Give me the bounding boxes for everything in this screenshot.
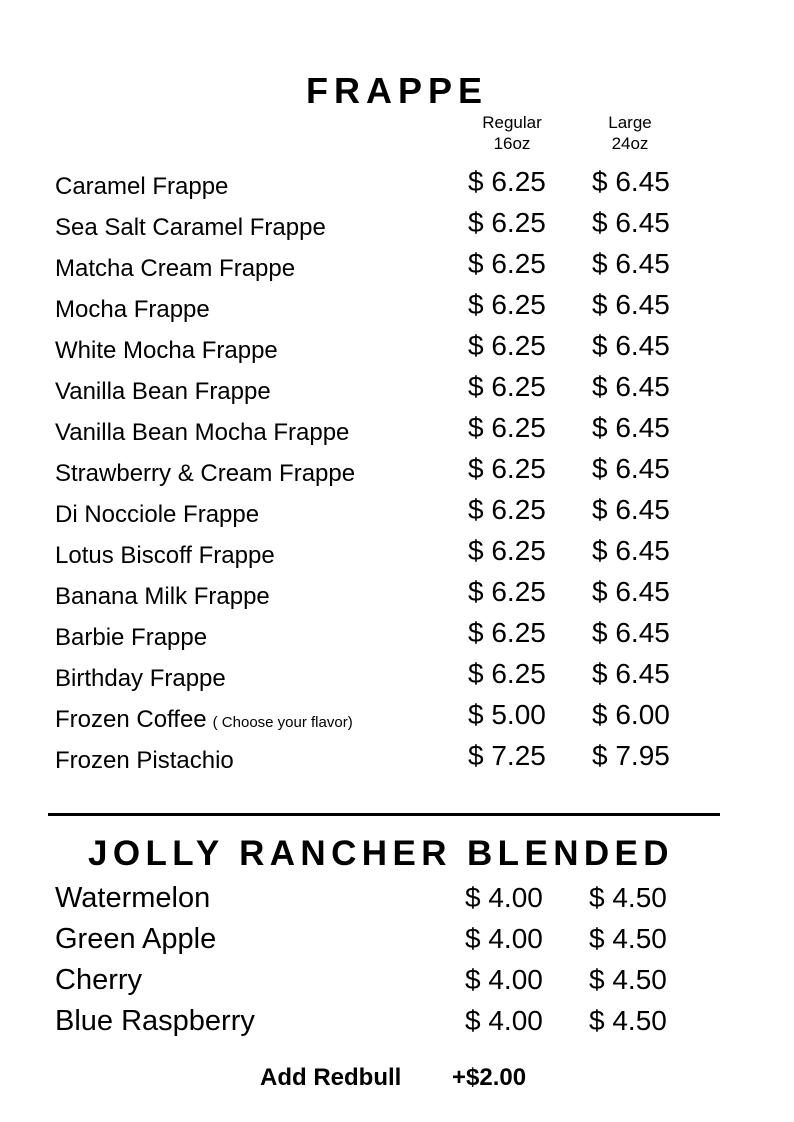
menu-item-name-text: Mocha Frappe xyxy=(55,296,210,323)
regular-size-header xyxy=(470,112,554,154)
large-price: $ 4.50 xyxy=(589,923,667,954)
menu-item-row xyxy=(0,882,794,923)
large-price: $ 6.45 xyxy=(592,453,670,484)
regular-size-oz: 16oz xyxy=(493,134,531,153)
large-price: $ 6.45 xyxy=(592,412,670,443)
large-price: $ 6.45 xyxy=(592,330,670,361)
large-price: $ 6.45 xyxy=(592,248,670,279)
menu-item-name xyxy=(55,378,271,406)
menu-item-row xyxy=(0,964,794,1005)
large-price: $ 6.45 xyxy=(592,289,670,320)
regular-price: $ 6.25 xyxy=(468,658,546,689)
regular-price: $ 6.25 xyxy=(468,289,546,320)
menu-item-name xyxy=(55,583,270,611)
regular-size-label: Regular xyxy=(482,113,542,132)
menu-item-name xyxy=(55,296,210,324)
menu-item-row xyxy=(0,371,794,412)
menu-item-row xyxy=(0,412,794,453)
menu-item-row xyxy=(0,617,794,658)
large-price: $ 4.50 xyxy=(589,882,667,913)
large-price: $ 4.50 xyxy=(589,964,667,995)
large-price: $ 4.50 xyxy=(589,1005,667,1036)
large-size-header xyxy=(592,112,668,154)
menu-item-name-text: White Mocha Frappe xyxy=(55,337,278,364)
large-price: $ 7.95 xyxy=(592,740,670,771)
menu-item-row xyxy=(0,166,794,207)
regular-price: $ 6.25 xyxy=(468,166,546,197)
menu-item-name: Blue Raspberry xyxy=(55,1005,255,1037)
frappe-section-title: FRAPPE xyxy=(306,70,489,111)
menu-item-name-text: Caramel Frappe xyxy=(55,173,229,200)
menu-item-name xyxy=(55,255,295,283)
menu-item-name: Cherry xyxy=(55,964,143,996)
menu-item-row xyxy=(0,535,794,576)
regular-price: $ 4.00 xyxy=(465,1005,543,1036)
menu-item-name-text: Birthday Frappe xyxy=(55,665,226,692)
menu-item-name xyxy=(55,542,275,570)
menu-item-row xyxy=(0,740,794,781)
regular-price: $ 4.00 xyxy=(465,882,543,913)
large-price: $ 6.45 xyxy=(592,658,670,689)
regular-price: $ 6.25 xyxy=(468,330,546,361)
menu-item-row xyxy=(0,1005,794,1046)
menu-item-name-text: Matcha Cream Frappe xyxy=(55,255,296,282)
menu-item-name xyxy=(55,501,259,529)
menu-item-name xyxy=(55,337,278,365)
regular-price: $ 6.25 xyxy=(468,248,546,279)
menu-item-name-text: Strawberry & Cream Frappe xyxy=(55,460,356,487)
section-divider xyxy=(48,813,720,816)
menu-item-row xyxy=(0,576,794,617)
menu-item-name-text: Frozen Pistachio xyxy=(55,747,234,774)
jolly-rancher-section-title: JOLLY RANCHER BLENDED xyxy=(88,834,674,873)
menu-item-name xyxy=(55,460,355,488)
large-price: $ 6.45 xyxy=(592,576,670,607)
large-price: $ 6.45 xyxy=(592,494,670,525)
large-price: $ 6.45 xyxy=(592,207,670,238)
menu-item-row xyxy=(0,453,794,494)
addon-label: Add Redbull xyxy=(260,1064,402,1091)
menu-item-row xyxy=(0,330,794,371)
menu-item-row xyxy=(0,289,794,330)
large-price: $ 6.45 xyxy=(592,535,670,566)
menu-item-name-text: Barbie Frappe xyxy=(55,624,208,651)
menu-item-name: Watermelon xyxy=(55,882,211,914)
menu-item-row xyxy=(0,658,794,699)
large-price: $ 6.45 xyxy=(592,617,670,648)
large-size-label: Large xyxy=(608,113,652,132)
menu-item-name xyxy=(55,214,326,242)
large-size-oz: 24oz xyxy=(611,134,649,153)
menu-item-row xyxy=(0,207,794,248)
menu-item-name: Green Apple xyxy=(55,923,217,955)
large-price: $ 6.45 xyxy=(592,371,670,402)
menu-item-name xyxy=(55,747,234,775)
menu-item-name-text: Di Nocciole Frappe xyxy=(55,501,260,528)
addon-price: +$2.00 xyxy=(452,1064,527,1091)
large-price: $ 6.00 xyxy=(592,699,670,730)
menu-item-name xyxy=(55,419,349,447)
menu-item-name xyxy=(55,624,207,652)
menu-item-name-text: Banana Milk Frappe xyxy=(55,583,270,610)
regular-price: $ 6.25 xyxy=(468,412,546,443)
regular-price: $ 6.25 xyxy=(468,617,546,648)
menu-item-name xyxy=(55,173,228,201)
menu-item-name-text: Lotus Biscoff Frappe xyxy=(55,542,275,569)
menu-item-name xyxy=(55,665,226,693)
large-price: $ 6.45 xyxy=(592,166,670,197)
regular-price: $ 6.25 xyxy=(468,453,546,484)
menu-item-name-text: Frozen Coffee xyxy=(55,706,207,733)
menu-item-note: ( Choose your flavor) xyxy=(212,714,353,731)
regular-price: $ 6.25 xyxy=(468,371,546,402)
regular-price: $ 5.00 xyxy=(468,699,546,730)
regular-price: $ 6.25 xyxy=(468,535,546,566)
menu-item-row xyxy=(0,248,794,289)
regular-price: $ 6.25 xyxy=(468,207,546,238)
menu-item-name-text: Vanilla Bean Frappe xyxy=(55,378,271,405)
regular-price: $ 7.25 xyxy=(468,740,546,771)
regular-price: $ 4.00 xyxy=(465,964,543,995)
menu-item-row xyxy=(0,923,794,964)
menu-item-name-text: Vanilla Bean Mocha Frappe xyxy=(55,419,350,446)
regular-price: $ 4.00 xyxy=(465,923,543,954)
menu-item-row xyxy=(0,699,794,740)
menu-item-name xyxy=(55,706,353,734)
regular-price: $ 6.25 xyxy=(468,576,546,607)
menu-item-row xyxy=(0,494,794,535)
regular-price: $ 6.25 xyxy=(468,494,546,525)
menu-item-name-text: Sea Salt Caramel Frappe xyxy=(55,214,326,241)
